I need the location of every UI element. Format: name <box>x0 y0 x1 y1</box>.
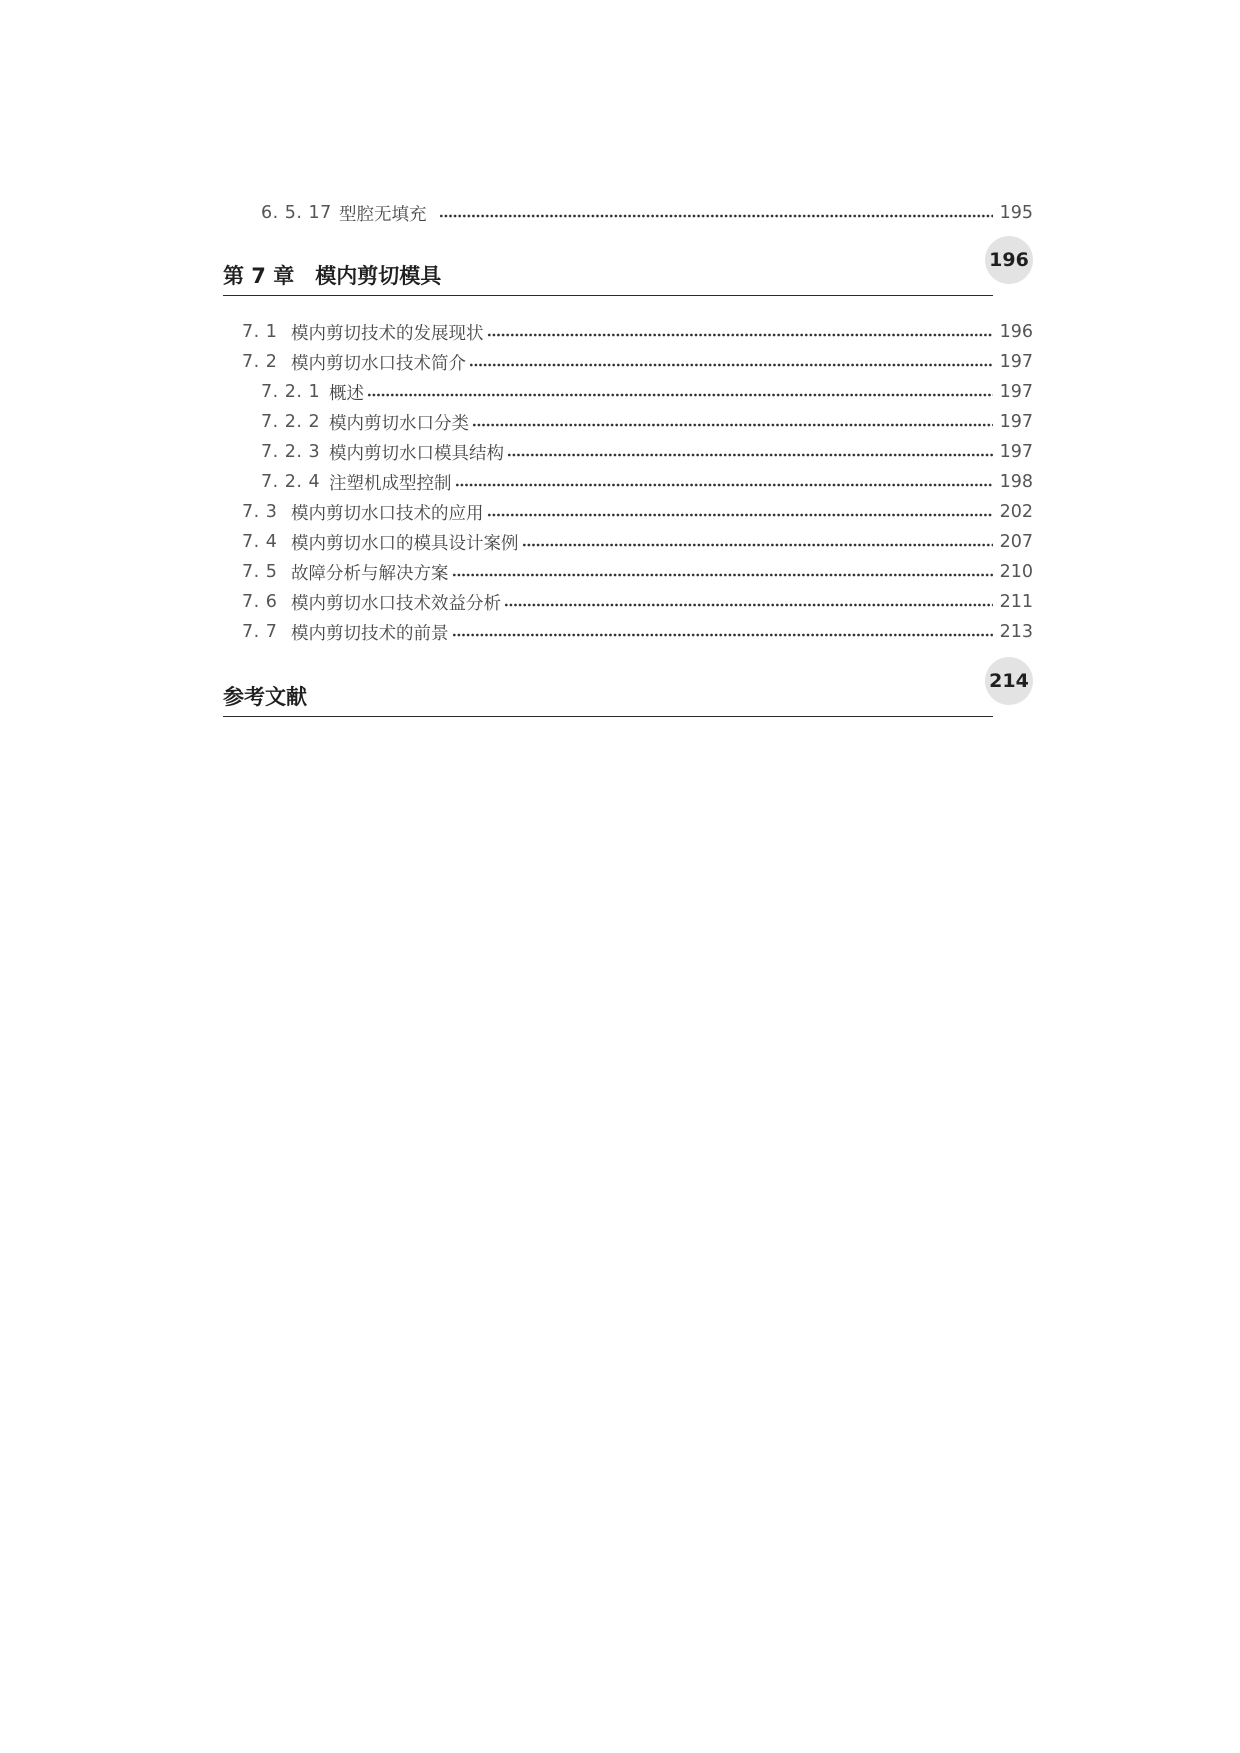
toc-entry-page: 211 <box>999 592 1033 612</box>
dot-leader <box>367 377 993 407</box>
toc-entry-title: 模内剪切水口技术简介 <box>291 353 466 374</box>
toc-entry[interactable] <box>242 527 1033 557</box>
chapter-heading[interactable] <box>223 236 1033 296</box>
dot-leader <box>522 527 994 557</box>
toc-entry-number: 7. 2. 3 <box>261 442 321 462</box>
toc-entry-title: 型腔无填充 <box>339 204 427 225</box>
toc-entry-page: 196 <box>999 322 1033 342</box>
toc-entry-title: 模内剪切水口技术的应用 <box>291 503 484 524</box>
toc-entry-title: 模内剪切水口分类 <box>329 413 469 434</box>
dot-leader <box>452 557 994 587</box>
toc-entry[interactable] <box>242 557 1033 587</box>
toc-entry[interactable] <box>242 587 1033 617</box>
toc-entry-title: 模内剪切技术的发展现状 <box>291 323 484 344</box>
references-divider <box>223 716 993 718</box>
toc-entry-number: 7. 2. 1 <box>261 382 321 402</box>
toc-entry[interactable] <box>242 347 1033 377</box>
toc-entry-6-5-17[interactable] <box>261 198 1033 228</box>
toc-entry-page: 210 <box>999 562 1033 582</box>
toc-entry-title: 概述 <box>329 383 364 404</box>
dot-leader <box>504 587 993 617</box>
toc-entry-title: 模内剪切水口的模具设计案例 <box>291 533 519 554</box>
toc-entry-number: 7. 2. 4 <box>261 472 321 492</box>
toc-entry[interactable] <box>261 377 1033 407</box>
toc-entry-title: 注塑机成型控制 <box>329 473 452 494</box>
dot-leader <box>507 437 993 467</box>
toc-entry[interactable] <box>261 467 1033 497</box>
references-page-badge: 214 <box>985 657 1033 705</box>
toc-entry-page: 197 <box>999 442 1033 462</box>
chapter-page-badge: 196 <box>985 236 1033 284</box>
dot-leader <box>472 407 993 437</box>
toc-entry[interactable] <box>261 437 1033 467</box>
toc-entry-page: 197 <box>999 382 1033 402</box>
toc-entry-page: 202 <box>999 502 1033 522</box>
toc-entry-number: 7. 6 <box>242 592 278 612</box>
toc-entry-page: 198 <box>999 472 1033 492</box>
dot-leader <box>439 198 994 228</box>
toc-entry-title: 模内剪切水口技术效益分析 <box>291 593 501 614</box>
dot-leader <box>455 467 994 497</box>
toc-entry-title: 故障分析与解决方案 <box>291 563 449 584</box>
toc-entry-title: 模内剪切水口模具结构 <box>329 443 504 464</box>
references-title: 参考文献 <box>223 685 307 709</box>
toc-entry-page: 195 <box>999 203 1033 223</box>
table-of-contents <box>223 0 1033 1753</box>
toc-entry-number: 7. 3 <box>242 502 278 522</box>
toc-entry-page: 207 <box>999 532 1033 552</box>
dot-leader <box>487 497 994 527</box>
toc-entry-number: 7. 2. 2 <box>261 412 321 432</box>
toc-entry[interactable] <box>242 617 1033 647</box>
toc-entry-page: 197 <box>999 412 1033 432</box>
toc-entry-number: 7. 2 <box>242 352 278 372</box>
toc-entry[interactable] <box>261 407 1033 437</box>
dot-leader <box>469 347 993 377</box>
toc-entry-page: 213 <box>999 622 1033 642</box>
toc-entry-number: 7. 7 <box>242 622 278 642</box>
dot-leader <box>487 317 994 347</box>
toc-entry-number: 7. 1 <box>242 322 278 342</box>
toc-entry[interactable] <box>242 317 1033 347</box>
toc-entry-page: 197 <box>999 352 1033 372</box>
chapter-divider <box>223 295 993 297</box>
toc-entry[interactable] <box>242 497 1033 527</box>
references-heading[interactable] <box>223 657 1033 717</box>
toc-entry-number: 7. 4 <box>242 532 278 552</box>
dot-leader <box>452 617 994 647</box>
toc-entry-number: 6. 5. 17 <box>261 203 332 223</box>
toc-entry-number: 7. 5 <box>242 562 278 582</box>
chapter-title: 第 7 章 模内剪切模具 <box>223 264 442 288</box>
toc-entry-title: 模内剪切技术的前景 <box>291 623 449 644</box>
